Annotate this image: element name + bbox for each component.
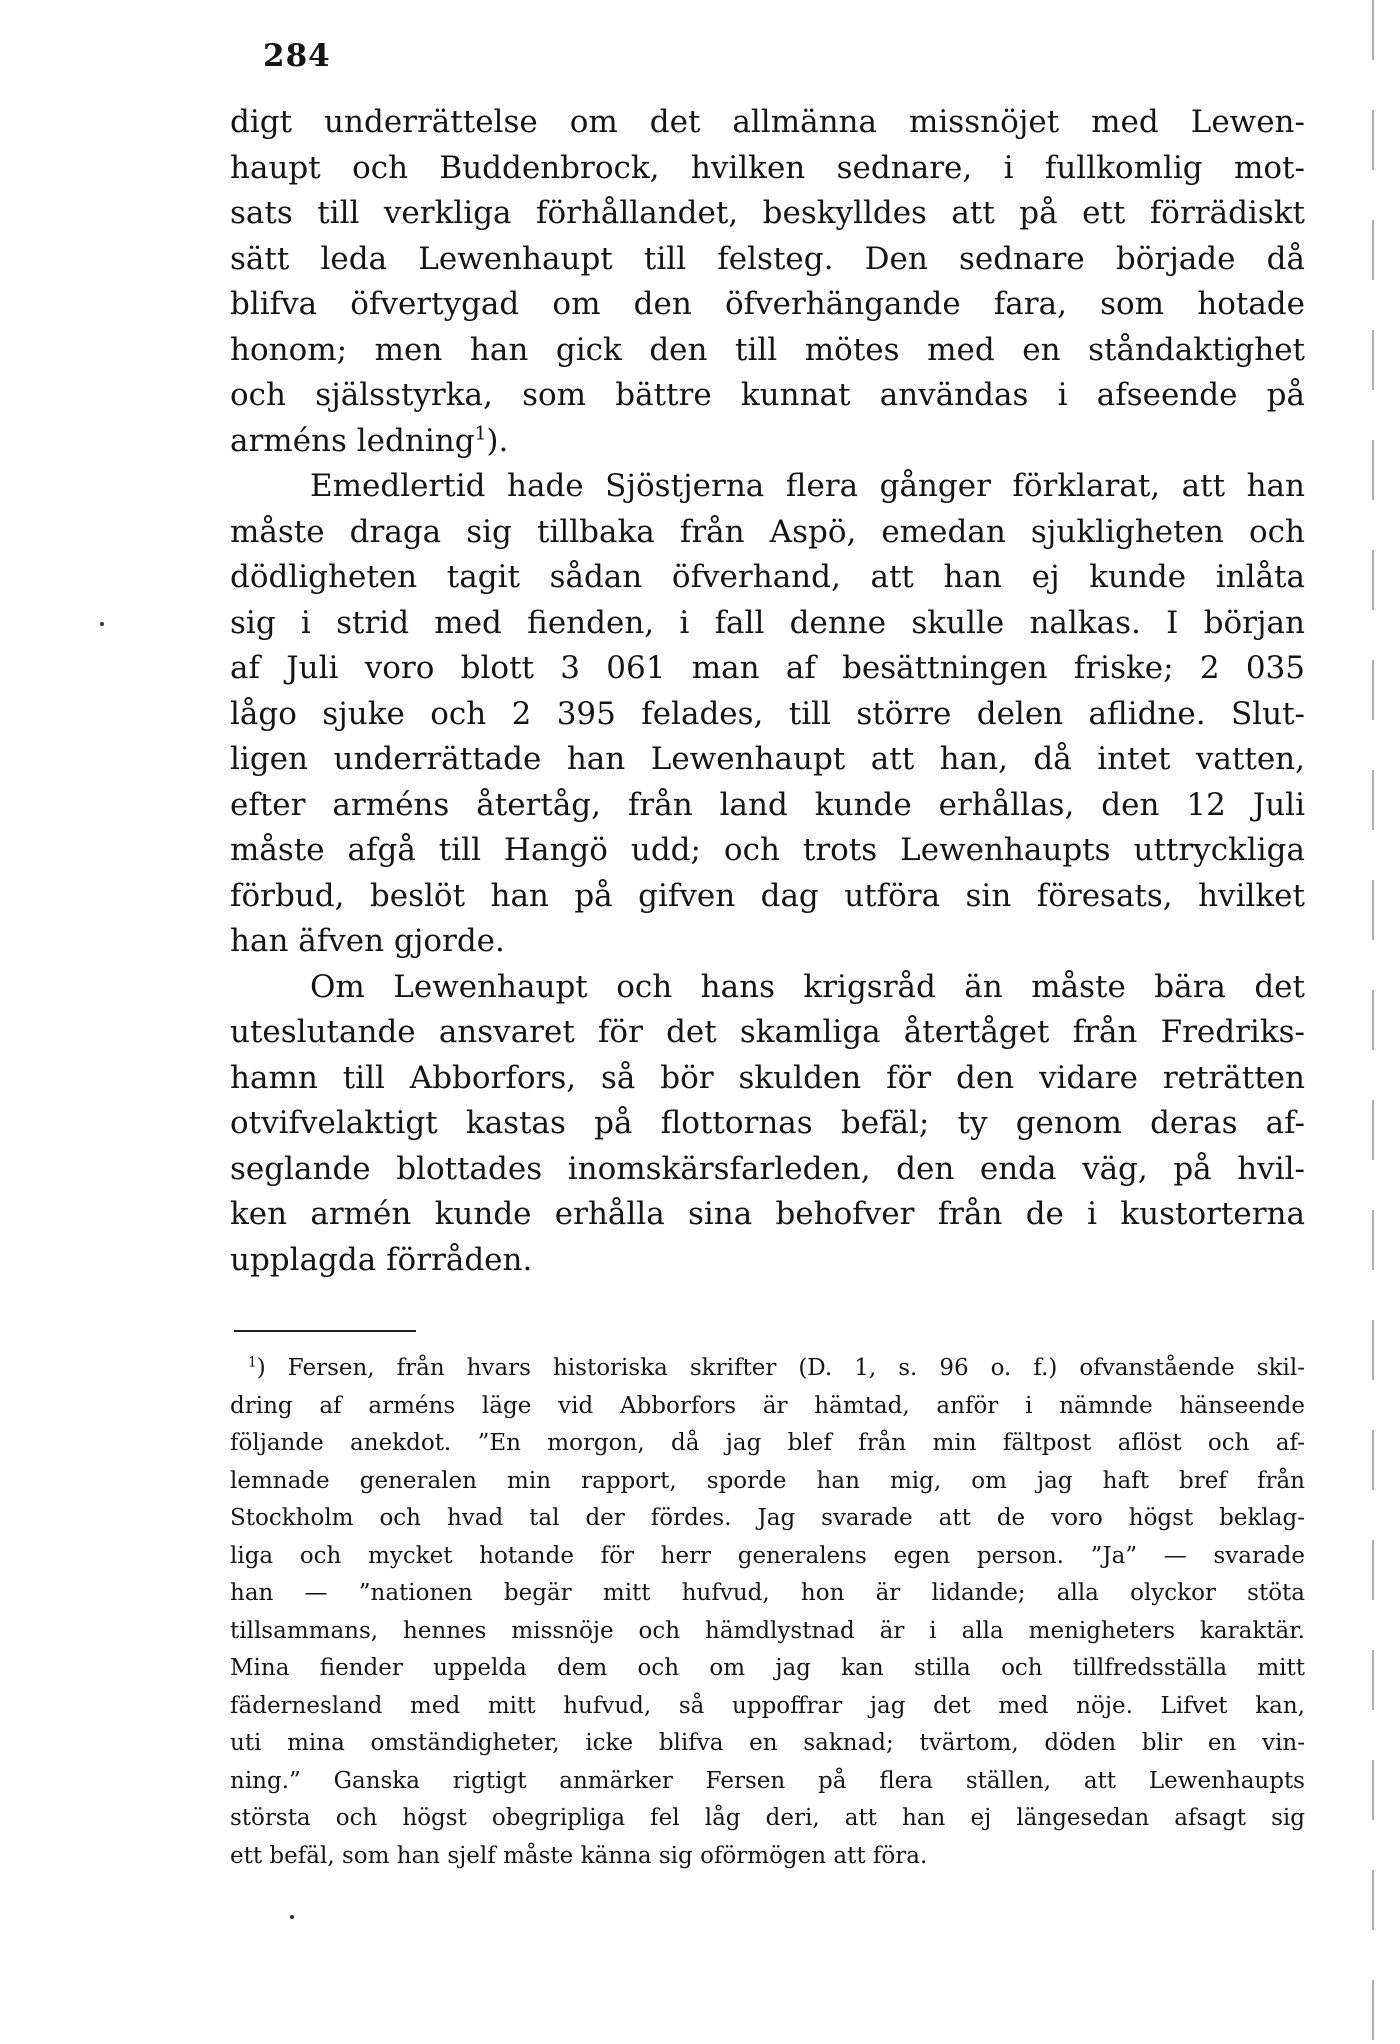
text-line: efter arméns återtåg, från land kunde erhållas, den 12 Juli <box>230 786 1305 823</box>
text-line: seglande blottades inomskärsfarleden, den enda väg, på hvil- <box>230 1150 1305 1187</box>
footnote-divider <box>234 1330 416 1332</box>
footnote-line: ett befäl, som han sjelf måste känna sig oförmögen att föra. <box>230 1842 928 1869</box>
footnote-line: han — ”nationen begär mitt hufvud, hon är lidande; alla olyckor stöta <box>230 1580 1305 1606</box>
text-line: hamn till Abborfors, så bör skulden för den vidare reträtten <box>230 1059 1305 1096</box>
footnote-line: ning.” Ganska rigtigt anmärker Fersen på flera ställen, att Lewenhaupts <box>230 1767 1305 1794</box>
footnote-line: liga och mycket hotande för herr generalens egen person. ”Ja” — svarade <box>230 1542 1305 1569</box>
text-line: måste afgå till Hangö udd; och trots Lewenhaupts uttryckliga <box>230 832 1305 868</box>
paragraph-start-line: Emedlertid hade Sjöstjerna flera gånger förklarat, att han <box>310 468 1305 504</box>
text-line-with-footnote-ref <box>230 419 1305 465</box>
footnote-first-line <box>230 1350 1305 1388</box>
text-line: sats till verkliga förhållandet, beskylldes att på ett förrädiskt <box>230 195 1305 231</box>
paragraph-start-line: Om Lewenhaupt och hans krigsråd än måste bära det <box>310 968 1305 1005</box>
text-line: haupt och Buddenbrock, hvilken sednare, i fullkomlig mot- <box>230 149 1305 186</box>
footnote-line: Mina fiender uppelda dem och om jag kan stilla och tillfredsställa mitt <box>230 1655 1305 1681</box>
footnote-line: ) Fersen, från hvars historiska skrifter (D. 1, s. 96 o. f.) ofvanstående skil- <box>256 1355 1305 1381</box>
text-line: sig i strid med fienden, i fall denne skulle nalkas. I början <box>230 604 1305 641</box>
footnote-line: uti mina omständigheter, icke blifva en saknad; tvärtom, döden blir en vin- <box>230 1730 1305 1756</box>
text-line: honom; men han gick den till mötes med en ståndaktighet <box>230 331 1305 368</box>
footnote-line: följande anekdot. ”En morgon, då jag blef från min fältpost aflöst och af- <box>230 1430 1305 1456</box>
scan-speck <box>100 622 104 626</box>
footnote-line: största och högst obegripliga fel låg deri, att han ej längesedan afsagt sig <box>230 1805 1305 1831</box>
text-line: af Juli voro blott 3 061 man af besättningen friske; 2 035 <box>230 650 1305 686</box>
text-line: dödligheten tagit sådan öfverhand, att han ej kunde inlåta <box>230 559 1305 595</box>
text-line: ken armén kunde erhålla sina behofver från de i kustorterna <box>230 1196 1305 1232</box>
text-line: ligen underrättade han Lewenhaupt att han, då intet vatten, <box>230 741 1305 777</box>
text-line: blifva öfvertygad om den öfverhängande fara, som hotade <box>230 286 1305 322</box>
footnote-reference[interactable]: 1 <box>474 423 487 445</box>
footnote <box>230 1350 1305 1875</box>
text-line: lågo sjuke och 2 395 felades, till större delen aflidne. Slut- <box>230 695 1305 732</box>
footnote-line: lemnade generalen min rapport, sporde han mig, om jag haft bref från <box>230 1467 1305 1494</box>
footnote-line: Stockholm och hvad tal der fördes. Jag svarade att de voro högst beklag- <box>230 1505 1305 1531</box>
text-line: sätt leda Lewenhaupt till felsteg. Den sednare började då <box>230 240 1305 277</box>
text-line: förbud, beslöt han på gifven dag utföra sin föresats, hvilket <box>230 877 1305 914</box>
text-line: måste draga sig tillbaka från Aspö, emedan sjukligheten och <box>230 513 1305 550</box>
text-line: digt underrättelse om det allmänna missnöjet med Lewen- <box>230 104 1305 140</box>
footnote-line: dring af arméns läge vid Abborfors är hämtad, anför i nämnde hänseende <box>230 1392 1305 1419</box>
text-line: otvifvelaktigt kastas på flottornas befäl; ty genom deras af- <box>230 1105 1305 1141</box>
page-number: 284 <box>263 38 331 74</box>
footnote-reference-tail: ). <box>486 422 509 459</box>
text-line: han äfven gjorde. <box>230 923 505 959</box>
scan-speck <box>290 1915 294 1919</box>
text-line: uteslutande ansvaret för det skamliga återtåget från Fredriks- <box>230 1014 1305 1050</box>
text-line: arméns ledning <box>230 422 475 459</box>
footnote-line: tillsammans, hennes missnöje och hämdlystnad är i alla menigheters karaktär. <box>230 1617 1305 1644</box>
text-line: och själsstyrka, som bättre kunnat användas i afseende på <box>230 377 1305 413</box>
footnote-line: fädernesland med mitt hufvud, så uppoffrar jag det med nöje. Lifvet kan, <box>230 1692 1305 1719</box>
scan-edge-shadow <box>1372 0 1374 2044</box>
footnote-mark: 1 <box>248 1354 257 1371</box>
text-line: upplagda förråden. <box>230 1241 533 1278</box>
main-text <box>230 100 1305 1283</box>
